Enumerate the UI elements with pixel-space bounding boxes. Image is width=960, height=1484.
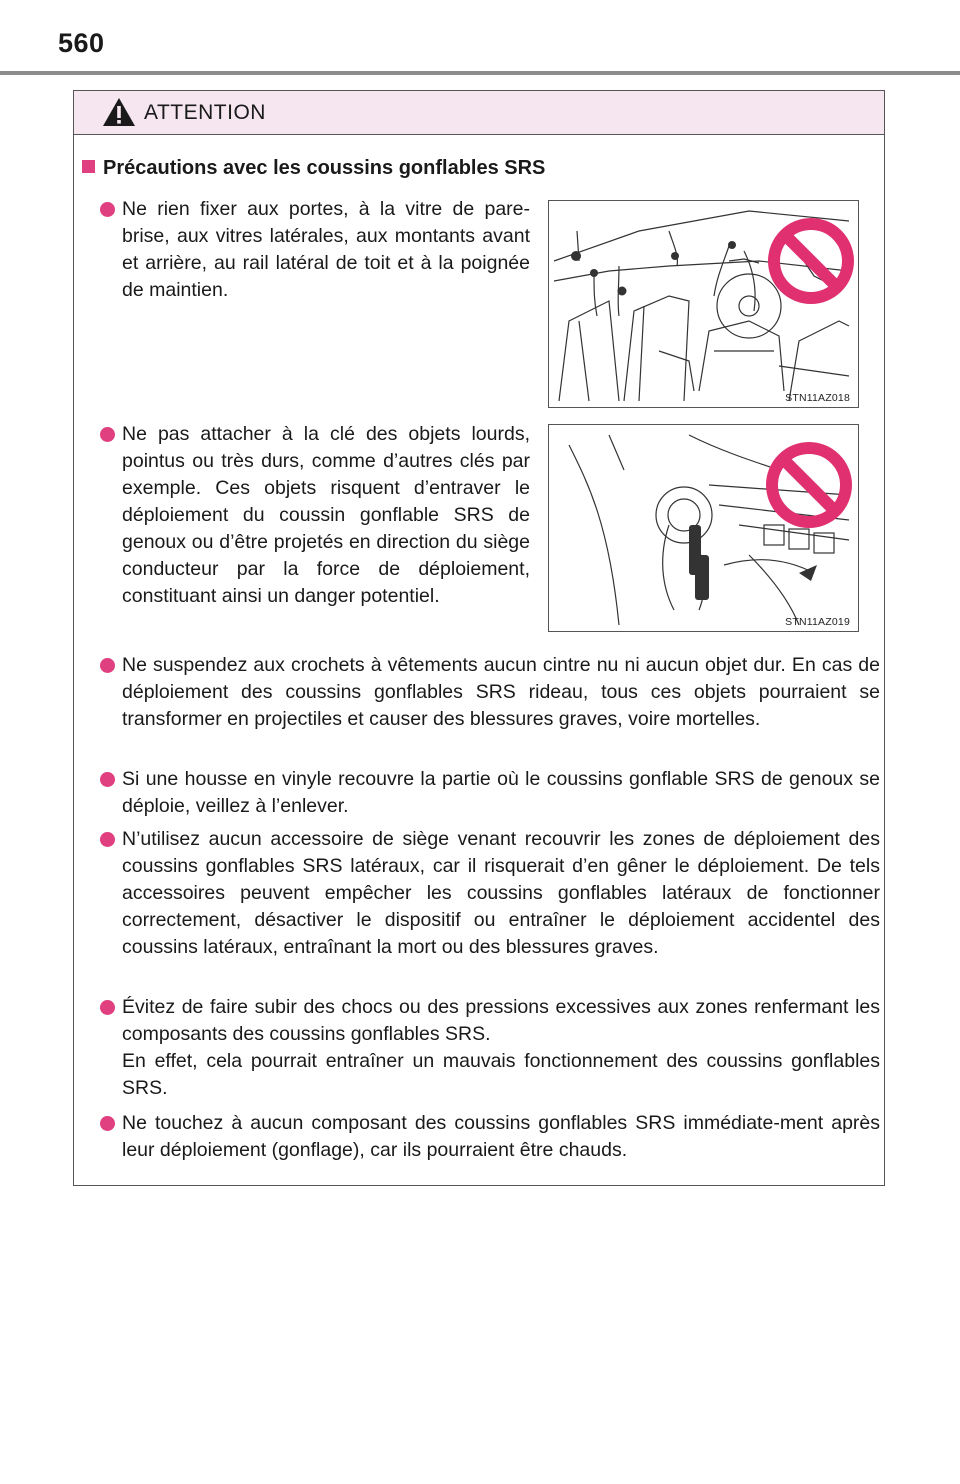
bullet-icon (100, 427, 115, 442)
bullet-icon (100, 658, 115, 673)
illustration-key-ring (548, 424, 859, 632)
list-item-2 (122, 421, 530, 610)
list-item-5 (122, 826, 880, 961)
list-item-text: Ne suspendez aux crochets à vêtements aucun cintre nu ni aucun objet dur. En cas de déploiement des coussins gonflables SRS rideau, tous ces objets pourraient se transformer en projectiles et causer des blessures graves, voire mortelles. (122, 654, 880, 730)
list-item-text-continued: En effet, cela pourrait entraîner un mauvais fonctionnement des coussins gonflables SRS. (122, 1050, 880, 1099)
prohibition-icon (549, 201, 857, 406)
list-item-6 (122, 994, 880, 1102)
list-item-text: Ne rien fixer aux portes, à la vitre de pare-brise, aux vitres latérales, aux montants avant et arrière, au rail latéral de toit et à la poignée de maintien. (122, 198, 530, 301)
section-heading-text: Précautions avec les coussins gonflables SRS (103, 157, 546, 179)
bullet-icon (100, 1116, 115, 1131)
bullet-icon (100, 772, 115, 787)
prohibition-icon (549, 425, 857, 630)
list-item-7 (122, 1110, 880, 1164)
list-item-text: Ne pas attacher à la clé des objets lourds, pointus ou très durs, comme d’autres clés par exemple. Ces objets risquent d’entraver le déploiement du coussin gonflable SRS de genoux ou d’être projetés en direction du siège conducteur par la force de déploiement, constituant ainsi un danger potentiel. (122, 423, 530, 607)
list-item-text: N’utilisez aucun accessoire de siège venant recouvrir les zones de déploiement des coussins gonflables SRS latéraux, car il risquerait d’en gêner le déploiement. De tels accessoires peuvent empêcher les coussins gonflables latéraux de fonctionner correctement, désactiver le dispositif ou entraîner le déploiement accidentel des coussins latéraux, entraînant la mort ou des blessures graves. (122, 828, 880, 958)
bullet-icon (100, 202, 115, 217)
caution-header (74, 91, 884, 135)
warning-triangle-icon (102, 97, 136, 127)
caution-title: ATTENTION (144, 101, 266, 124)
list-item-text: Évitez de faire subir des chocs ou des pressions excessives aux zones renfermant les composants des coussins gonflables SRS. (122, 996, 880, 1045)
bullet-icon (100, 1000, 115, 1015)
illustration-label: STN11AZ019 (785, 616, 850, 628)
list-item-1 (122, 196, 530, 304)
illustration-interior-attachments (548, 200, 859, 408)
header-rule (0, 71, 960, 75)
section-square-icon (82, 160, 95, 173)
list-item-text: Ne touchez à aucun composant des coussins gonflables SRS immédiate-ment après leur déploiement (gonflage), car ils pourraient être chauds. (122, 1112, 880, 1161)
page-number: 560 (58, 28, 105, 58)
list-item-text: Si une housse en vinyle recouvre la partie où le coussins gonflable SRS de genoux se déploie, veillez à l’enlever. (122, 768, 880, 817)
bullet-icon (100, 832, 115, 847)
list-item-3 (122, 652, 880, 733)
illustration-label: STN11AZ018 (785, 392, 850, 404)
section-heading (82, 157, 545, 180)
list-item-4 (122, 766, 880, 820)
